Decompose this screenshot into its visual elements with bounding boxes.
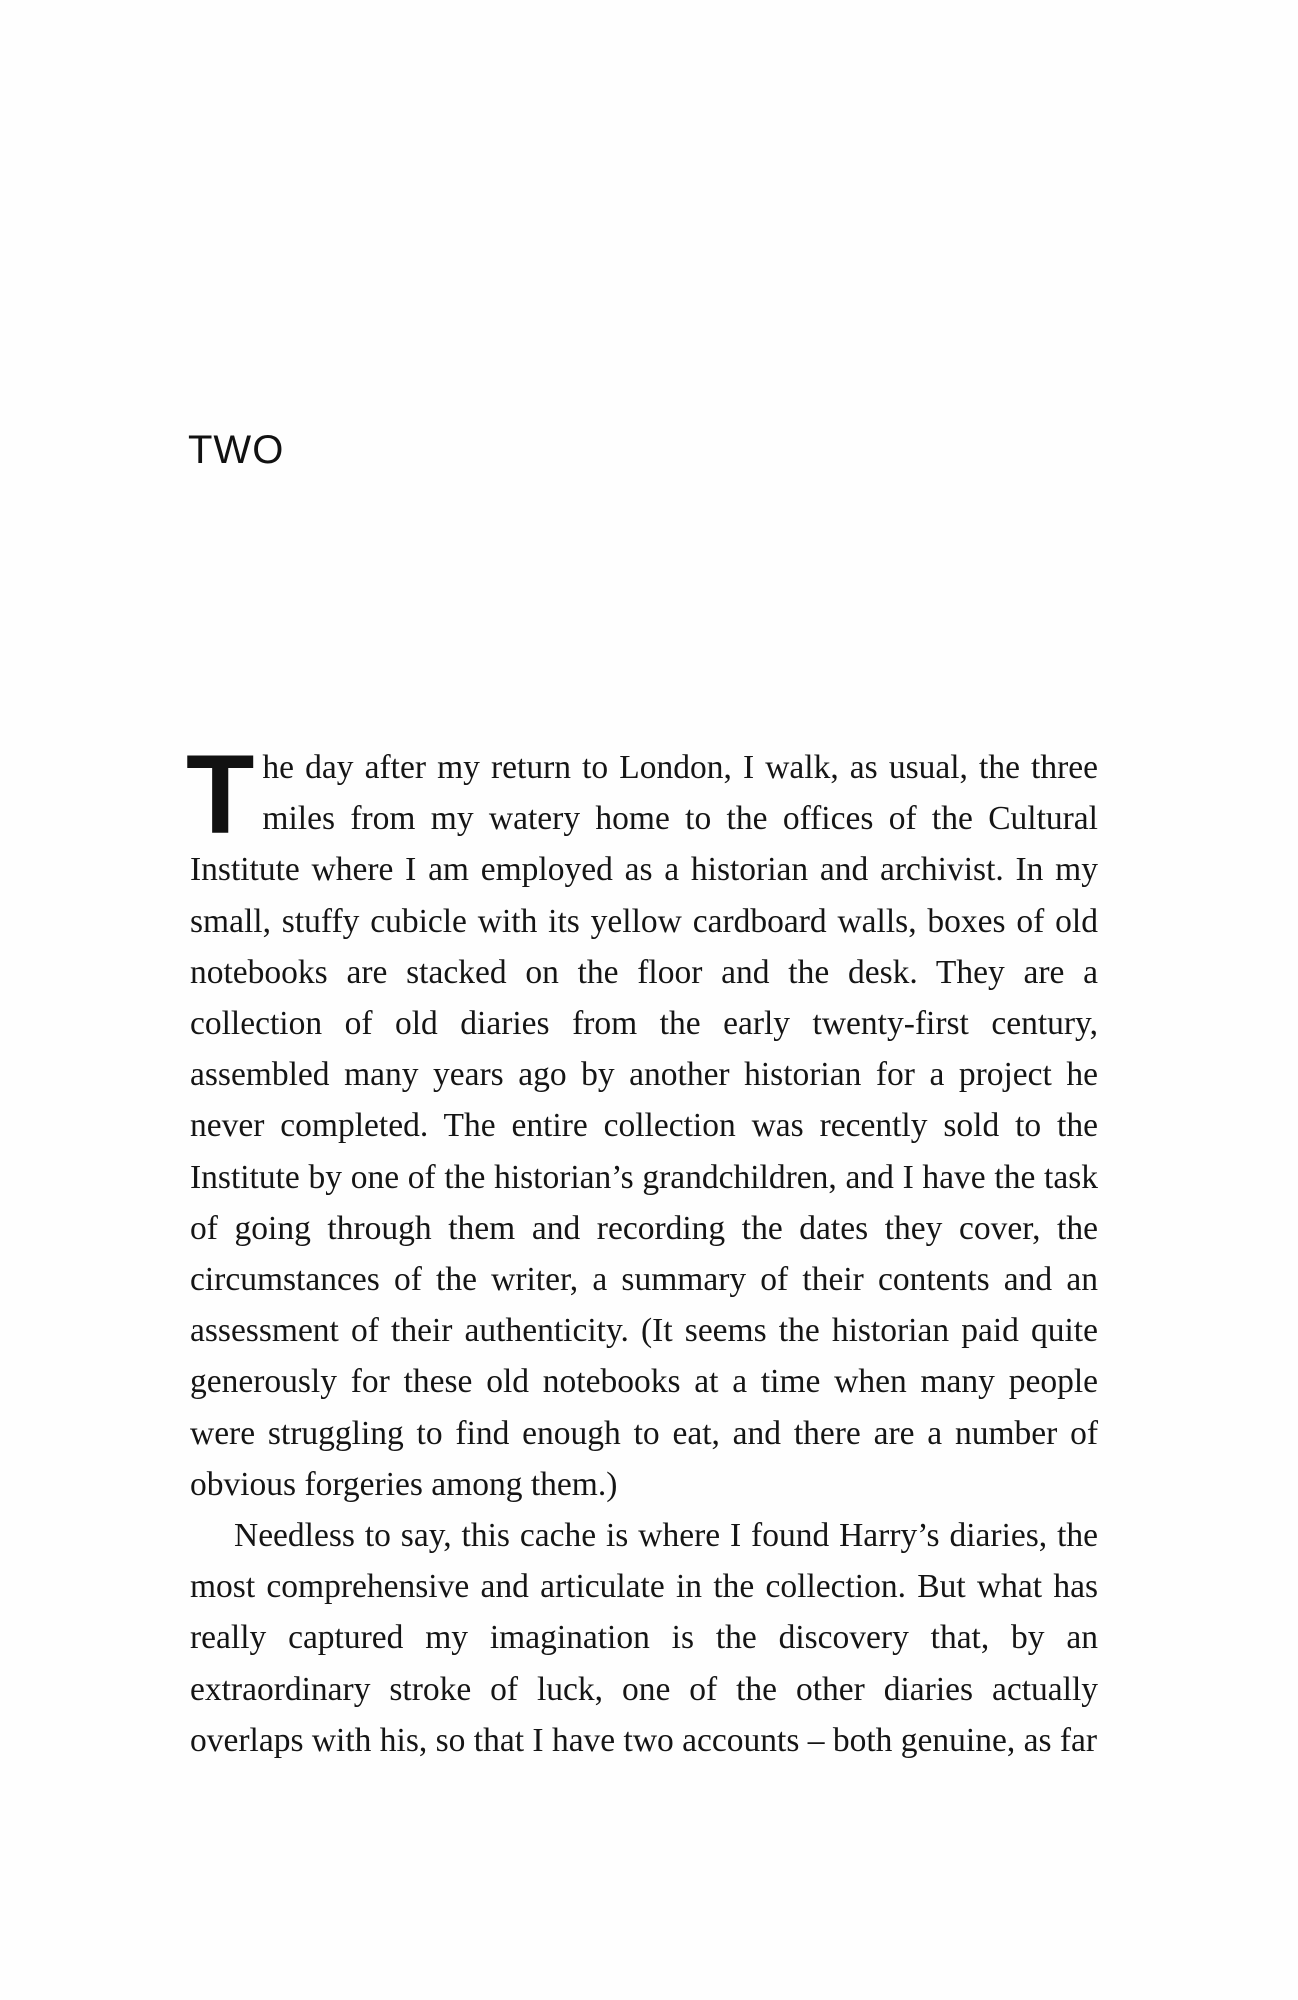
paragraph-2: Needless to say, this cache is where I found Harry’s diaries, the most comprehensive and articulate in the collection. But what has really captured my imagination is the discovery that, by an extraordinary stroke of luck, one of the other diaries actually overlaps with his, so that I have two accounts – both genuine, as far (190, 1517, 1098, 1759)
chapter-title: TWO (188, 428, 285, 472)
paragraph-1-text: he day after my return to London, I walk, as usual, the three miles from my watery home to the offices of the Cultural Institute where I am employed as a historian and archivist. In my small, stuffy cubicle with its yellow cardboard walls, boxes of old notebooks are stacked on the floor and the desk. They are a collection of old diaries from the early twenty-first century, assembled many years ago by another historian for a project he never completed. The entire collection was recently sold to the Institute by one of the historian’s grandchildren, and I have the task of going through them and recording the dates they cover, the circumstances of the writer, a summary of their contents and an assessment of their authenticity. (It seems the historian paid quite generously for these old notebooks at a time when many people were struggling to find enough to eat, and there are a number of obvious forgeries among them.) (190, 749, 1098, 1503)
paragraph-1 (186, 732, 1098, 1510)
chapter-body (186, 732, 1098, 1766)
drop-cap: T (186, 732, 255, 857)
